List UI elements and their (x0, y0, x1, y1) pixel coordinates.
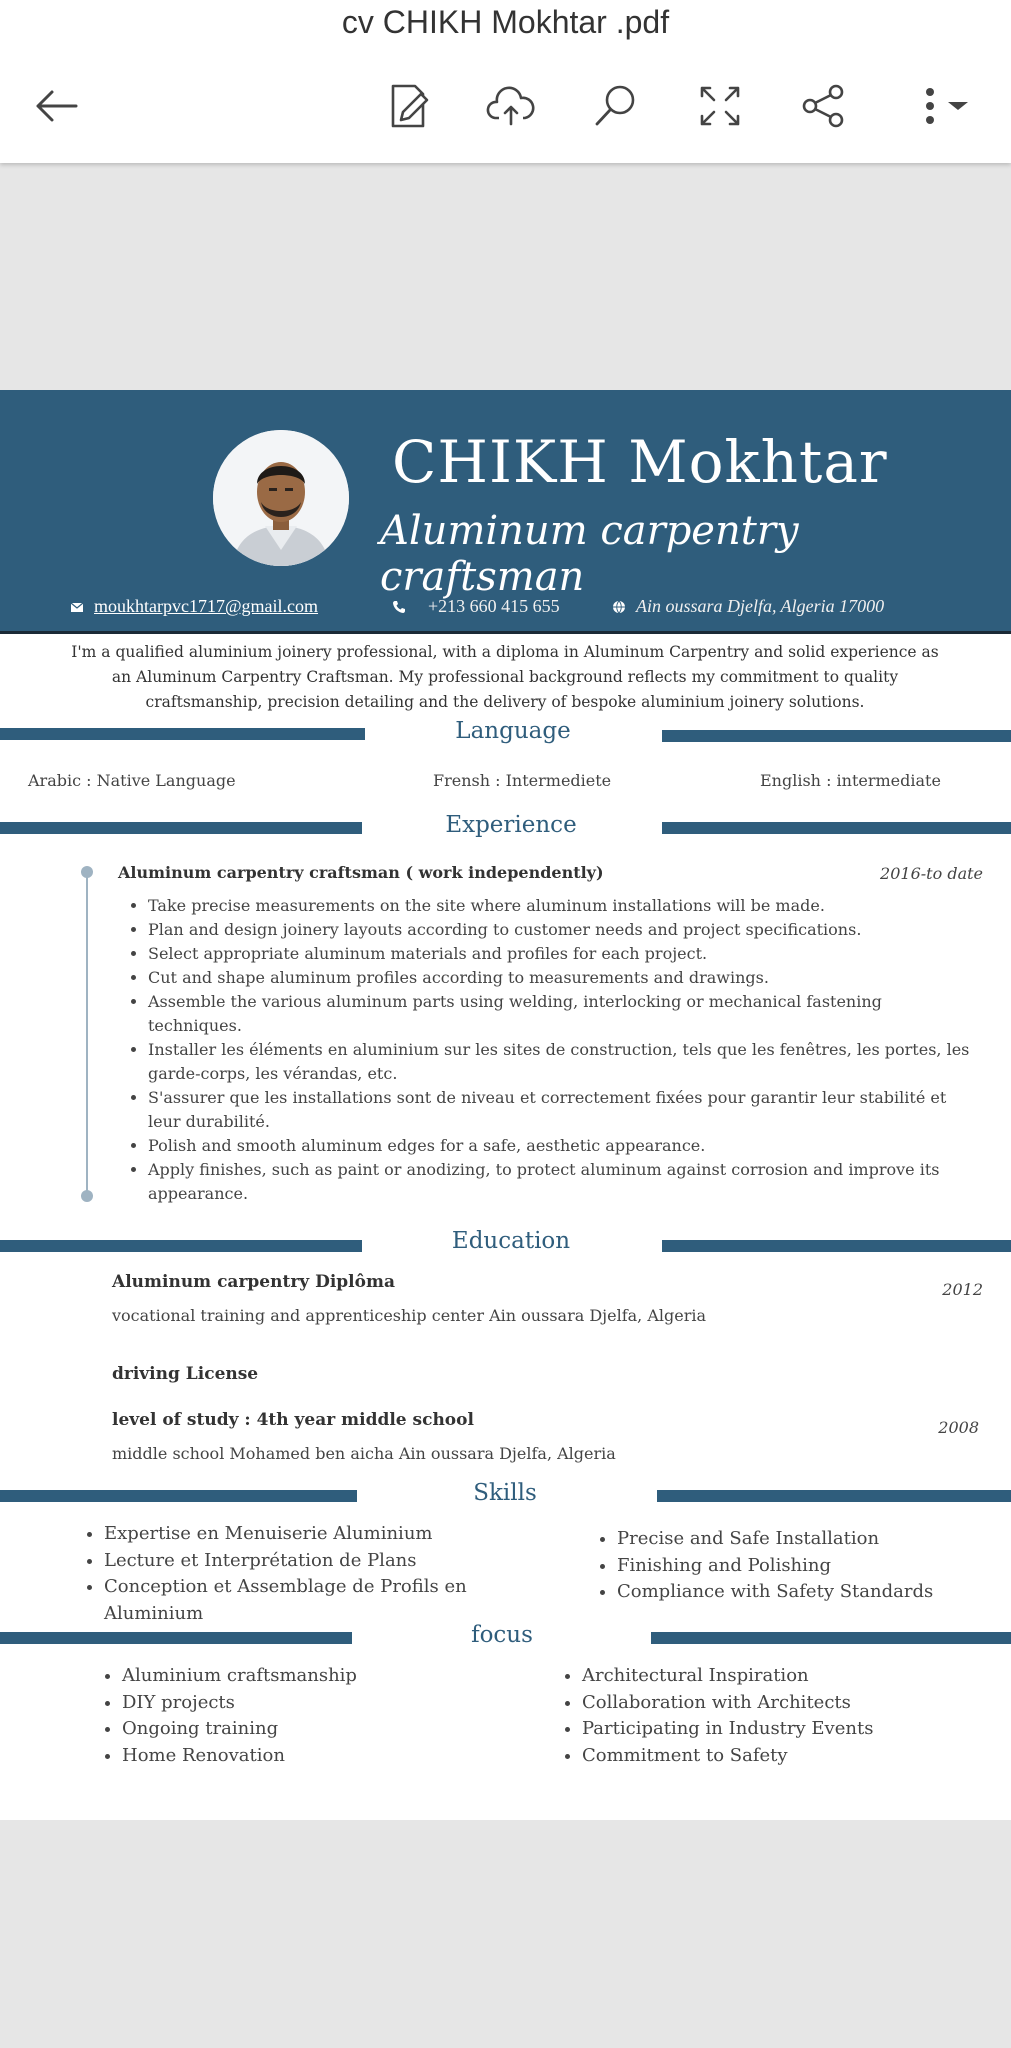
section-bar-right (662, 822, 1011, 834)
cv-role: Aluminum carpentry craftsman (380, 508, 799, 600)
focus-list-right (556, 1663, 1011, 1769)
focus-item: • Aluminium craftsmanship (122, 1663, 522, 1690)
education-heading: Education (451, 1228, 571, 1254)
task-item: • Select appropriate aluminum materials and profiles for each project. (148, 942, 978, 966)
timeline-dot (81, 866, 93, 878)
focus-item: • Collaboration with Architects (582, 1690, 1011, 1717)
document-title: cv CHIKH Mokhtar .pdf (341, 4, 670, 40)
contact-email[interactable] (70, 596, 318, 617)
focus-item: • Ongoing training (122, 1716, 522, 1743)
school-name: middle school Mohamed ben aicha Ain oussara Djelfa, Algeria (112, 1444, 616, 1463)
task-item: • Apply finishes, such as paint or anodizing, to protect aluminum against corrosion and improve its appearance. (148, 1158, 978, 1206)
timeline-line (86, 872, 88, 1196)
skill-item: • Conception et Assemblage de Profils en Aluminium (104, 1574, 514, 1627)
diploma-title: Aluminum carpentry Diplôma (112, 1272, 395, 1292)
section-bar-left (0, 728, 365, 740)
section-bar-left (0, 1632, 352, 1644)
cv-header (0, 390, 1011, 634)
focus-heading: focus (471, 1622, 533, 1648)
more-options-icon[interactable] (908, 78, 984, 134)
cv-summary: I'm a qualified aluminium joinery professional, with a diploma in Aluminum Carpentry and solid experience as an Aluminum Carpentry Craftsman. My professional background reflects my commitment to quality craftsmanship, precision detailing and the delivery of bespoke aluminium joinery solutions. (71, 643, 939, 711)
task-item: • Take precise measurements on the site where aluminum installations will be made. (148, 894, 978, 918)
study-date: 2008 (938, 1418, 979, 1437)
header-divider (0, 631, 1011, 634)
section-bar-left (0, 1240, 362, 1252)
search-icon[interactable] (587, 78, 643, 134)
task-item: • Installer les éléments en aluminium sur les sites de construction, tels que les fenêtres, les portes, les garde-corps, les vérandas, etc. (148, 1038, 978, 1086)
section-bar-right (657, 1490, 1011, 1502)
license-title: driving License (112, 1364, 259, 1384)
share-icon[interactable] (796, 78, 852, 134)
cv-name: CHIKH Mokhtar (392, 428, 888, 496)
language-item: English : intermediate (760, 771, 941, 790)
skills-heading: Skills (473, 1480, 537, 1506)
section-bar-right (662, 730, 1011, 742)
email-link[interactable]: moukhtarpvc1717@gmail.com (94, 596, 319, 616)
section-bar-left (0, 1490, 357, 1502)
mail-icon (70, 600, 84, 614)
language-item: Frensh : Intermediete (433, 771, 612, 790)
task-item: • Polish and smooth aluminum edges for a safe, aesthetic appearance. (148, 1134, 978, 1158)
phone-icon (392, 600, 406, 614)
task-list (118, 894, 978, 1206)
phone-number: +213 660 415 655 (428, 596, 560, 616)
task-item: • Cut and shape aluminum profiles according to measurements and drawings. (148, 966, 978, 990)
experience-heading: Experience (445, 812, 577, 838)
focus-item: • Home Renovation (122, 1743, 522, 1770)
pdf-page (0, 390, 1011, 1820)
back-arrow-icon[interactable] (28, 78, 84, 134)
skill-item: • Compliance with Safety Standards (617, 1579, 1011, 1606)
skills-list-right (591, 1526, 1011, 1606)
focus-item: • DIY projects (122, 1690, 522, 1717)
globe-icon (612, 600, 626, 614)
language-heading: Language (455, 718, 571, 744)
timeline-dot (81, 1190, 93, 1202)
app-bar (0, 0, 1011, 163)
profile-photo (213, 430, 349, 566)
study-level: level of study : 4th year middle school (112, 1410, 474, 1430)
skill-item: • Expertise en Menuiserie Aluminium (104, 1521, 514, 1548)
section-bar-right (651, 1632, 1011, 1644)
section-bar-left (0, 822, 362, 834)
task-item: • S'assurer que les installations sont de niveau et correctement fixées pour garantir leur stabilité et leur durabilité. (148, 1086, 978, 1134)
location-text: Ain oussara Djelfa, Algeria 17000 (636, 596, 885, 616)
focus-list-left (96, 1663, 522, 1769)
skills-list-left (78, 1521, 514, 1627)
section-bar-right (662, 1240, 1011, 1252)
contact-location (612, 596, 884, 617)
contact-phone (392, 596, 560, 617)
skill-item: • Precise and Safe Installation (617, 1526, 1011, 1553)
language-item: Arabic : Native Language (28, 771, 236, 790)
job-title: Aluminum carpentry craftsman ( work independently) (118, 863, 604, 882)
cloud-upload-icon[interactable] (483, 78, 539, 134)
job-date: 2016-to date (880, 864, 983, 883)
focus-item: • Participating in Industry Events (582, 1716, 1011, 1743)
skill-item: • Finishing and Polishing (617, 1553, 1011, 1580)
skill-item: • Lecture et Interprétation de Plans (104, 1548, 514, 1575)
fullscreen-icon[interactable] (692, 78, 748, 134)
diploma-date: 2012 (942, 1280, 983, 1299)
focus-item: • Architectural Inspiration (582, 1663, 1011, 1690)
focus-item: • Commitment to Safety (582, 1743, 1011, 1770)
diploma-place: vocational training and apprenticeship center Ain oussara Djelfa, Algeria (112, 1306, 707, 1325)
edit-document-icon[interactable] (381, 78, 437, 134)
task-item: • Plan and design joinery layouts according to customer needs and project specifications. (148, 918, 978, 942)
task-item: • Assemble the various aluminum parts using welding, interlocking or mechanical fastening techniques. (148, 990, 978, 1038)
